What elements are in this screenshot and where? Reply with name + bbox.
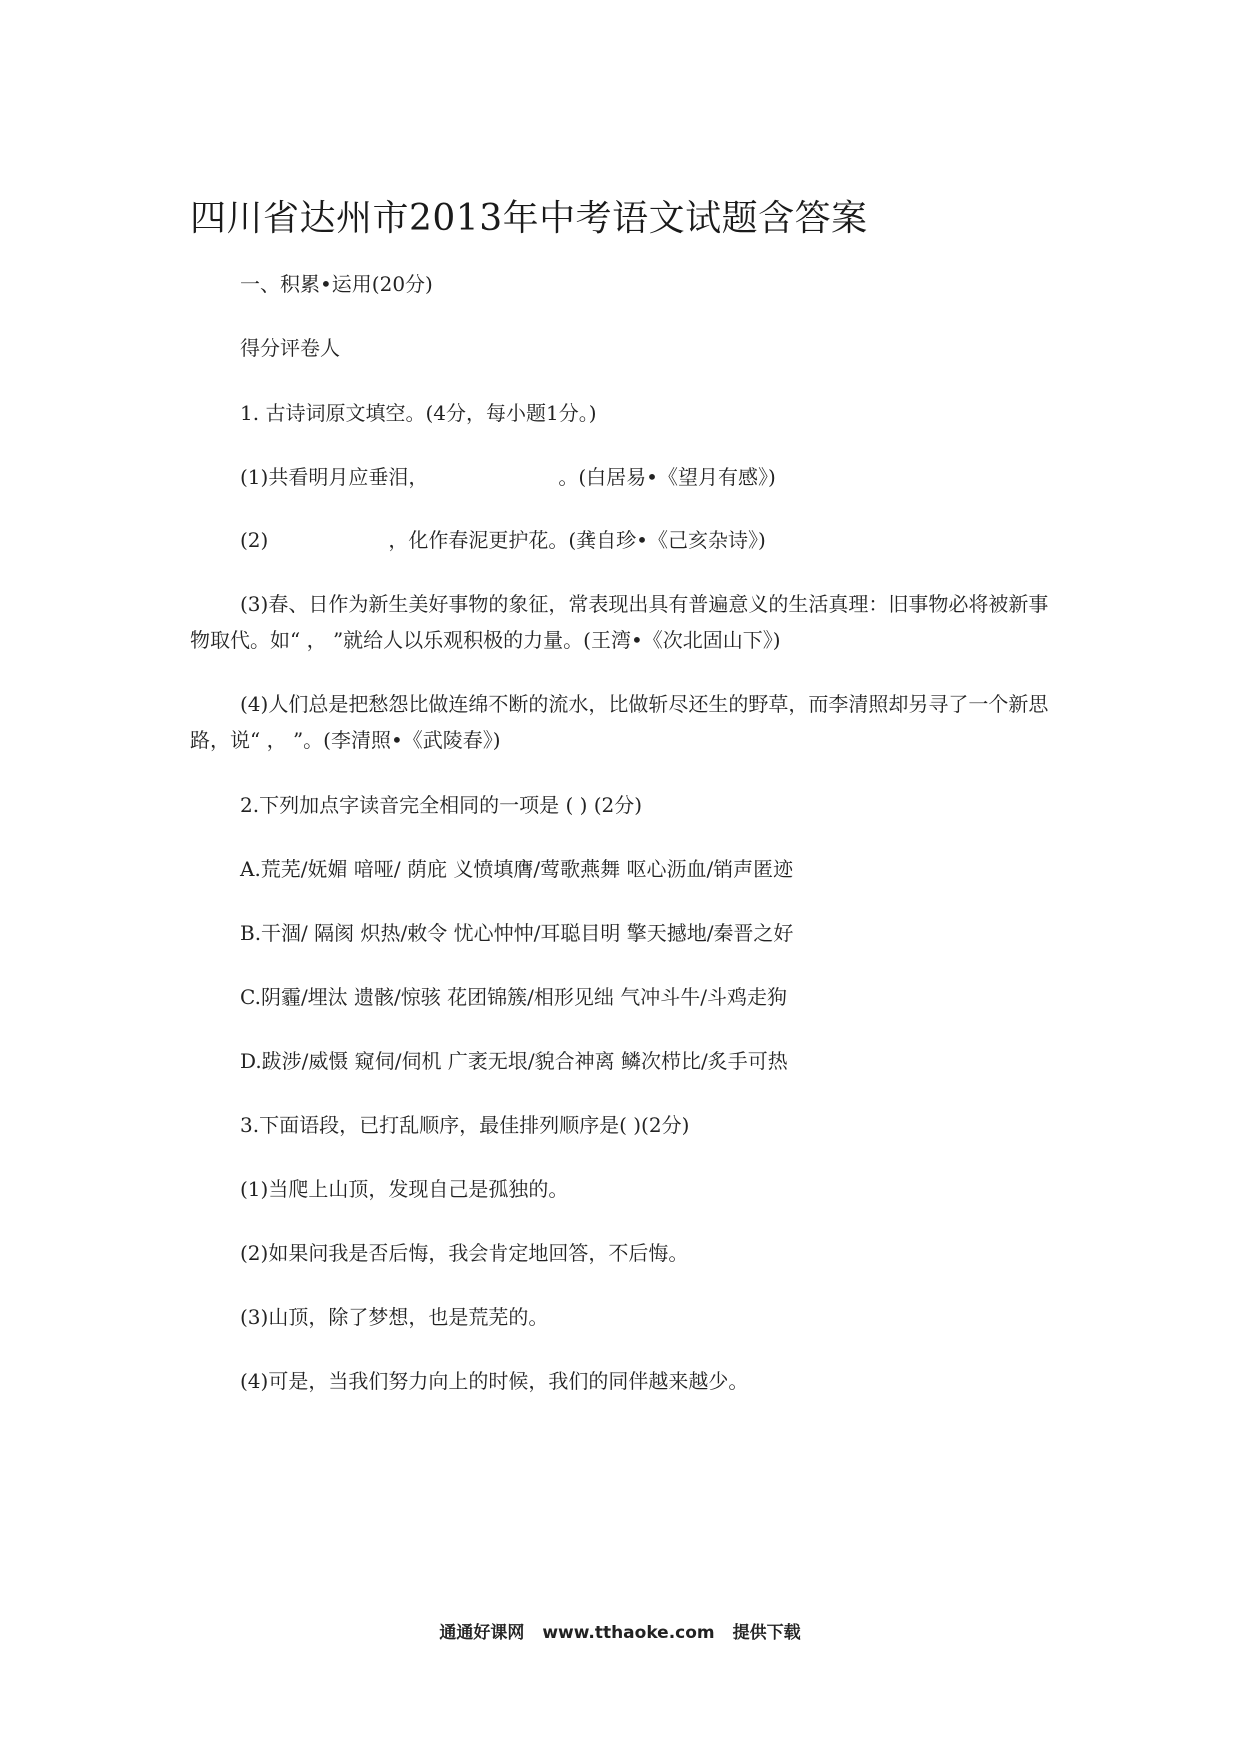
question-1-item-3: (3)春、日作为新生美好事物的象征，常表现出具有普遍意义的生活真理：旧事物必将被新事物取代。如“ ， ”就给人以乐观积极的力量。(王湾•《次北固山下》) bbox=[190, 592, 1049, 652]
question-2-option-d: D.跋涉/威慑 窥伺/伺机 广袤无垠/貌合神离 鳞次栉比/炙手可热 bbox=[240, 1049, 788, 1073]
question-1-item-4: (4)人们总是把愁怨比做连绵不断的流水，比做斩尽还生的野草，而李清照却另寻了一个新思路，说“ ， ”。(李清照•《武陵春》) bbox=[190, 692, 1049, 752]
question-3-sentence-3: (3)山顶，除了梦想，也是荒芜的。 bbox=[240, 1305, 549, 1329]
section-heading: 一、积累•运用(20分) bbox=[240, 272, 433, 296]
footer-suffix: 提供下载 bbox=[732, 1623, 801, 1643]
q1-item-2-start: (2) bbox=[240, 528, 269, 552]
question-2-option-c: C.阴霾/埋汰 遗骸/惊骇 花团锦簇/相形见绌 气冲斗牛/斗鸡走狗 bbox=[240, 985, 787, 1009]
question-3-sentence-2: (2)如果问我是否后悔，我会肯定地回答，不后悔。 bbox=[240, 1241, 689, 1265]
question-1-item-1 bbox=[190, 459, 1060, 495]
q1-item-1-end: 。(白居易•《望月有感》) bbox=[558, 465, 776, 489]
q1-item-2-end: ，化作春泥更护花。(龚自珍•《己亥杂诗》) bbox=[388, 528, 766, 552]
question-3-sentence-1: (1)当爬上山顶，发现自己是孤独的。 bbox=[240, 1177, 569, 1201]
question-3-sentence-4: (4)可是，当我们努力向上的时候，我们的同伴越来越少。 bbox=[240, 1369, 749, 1393]
question-2-option-a: A.荒芜/妩媚 喑哑/ 荫庇 义愤填膺/莺歌燕舞 呕心沥血/销声匿迹 bbox=[240, 857, 794, 881]
page-footer bbox=[0, 1618, 1240, 1643]
scorer-label: 得分评卷人 bbox=[240, 336, 340, 360]
question-2-stem: 2.下列加点字读音完全相同的一项是 ( ) (2分) bbox=[240, 793, 643, 817]
page-title: 四川省达州市2013年中考语文试题含答案 bbox=[190, 198, 868, 239]
question-1-stem: 1. 古诗词原文填空。(4分，每小题1分。) bbox=[240, 401, 597, 425]
footer-site-name: 通通好课网 bbox=[439, 1623, 525, 1643]
question-3-stem: 3.下面语段，已打乱顺序，最佳排列顺序是( )(2分) bbox=[240, 1113, 690, 1137]
question-1-item-2 bbox=[190, 522, 1060, 558]
footer-url[interactable]: www.tthaoke.com bbox=[542, 1623, 715, 1643]
q1-item-1-start: (1)共看明月应垂泪， bbox=[240, 465, 429, 489]
question-2-option-b: B.干涸/ 隔阂 炽热/敕令 忧心忡忡/耳聪目明 擎天撼地/秦晋之好 bbox=[240, 921, 794, 945]
